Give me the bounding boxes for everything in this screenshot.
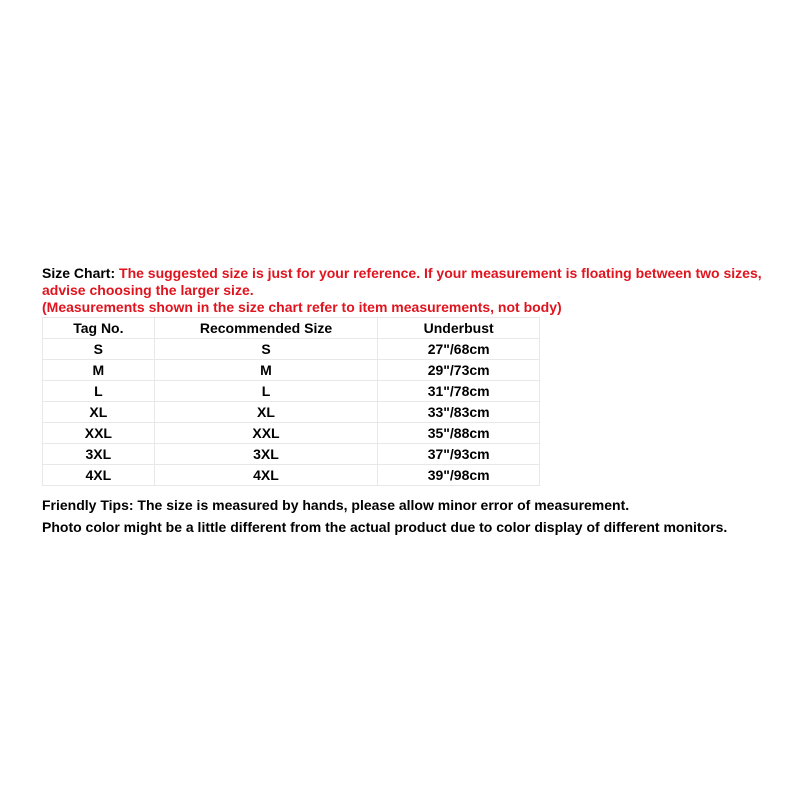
underbust-cell: 35"/88cm <box>378 423 540 444</box>
underbust-cell: 27"/68cm <box>378 339 540 360</box>
header-recommended-size: Recommended Size <box>154 318 378 339</box>
size-chart-heading <box>42 265 762 299</box>
tag-no-cell: M <box>43 360 155 381</box>
size-chart-section <box>42 265 762 538</box>
tag-no-cell: 4XL <box>43 465 155 486</box>
header-tag-no: Tag No. <box>43 318 155 339</box>
recommended-size-cell: XXL <box>154 423 378 444</box>
header-underbust: Underbust <box>378 318 540 339</box>
underbust-cell: 33"/83cm <box>378 402 540 423</box>
table-row <box>43 444 540 465</box>
tips-line-color: Photo color might be a little different from the actual product due to color display of different monitors. <box>42 519 728 535</box>
underbust-cell: 31"/78cm <box>378 381 540 402</box>
table-row <box>43 360 540 381</box>
tips-line-measurement: Friendly Tips: The size is measured by hands, please allow minor error of measurement. <box>42 497 630 513</box>
underbust-cell: 39"/98cm <box>378 465 540 486</box>
table-row <box>43 465 540 486</box>
tag-no-cell: S <box>43 339 155 360</box>
size-table <box>42 317 540 486</box>
tag-no-cell: XXL <box>43 423 155 444</box>
table-row <box>43 381 540 402</box>
size-chart-advice: The suggested size is just for your reference. If your measurement is floating between two sizes, advise choosing the larger size. <box>42 265 762 298</box>
tag-no-cell: 3XL <box>43 444 155 465</box>
table-row <box>43 423 540 444</box>
measurement-note: (Measurements shown in the size chart refer to item measurements, not body) <box>42 299 562 315</box>
tag-no-cell: XL <box>43 402 155 423</box>
recommended-size-cell: 3XL <box>154 444 378 465</box>
recommended-size-cell: S <box>154 339 378 360</box>
recommended-size-cell: M <box>154 360 378 381</box>
table-row <box>43 339 540 360</box>
friendly-tips <box>42 494 762 538</box>
table-header-row <box>43 318 540 339</box>
recommended-size-cell: 4XL <box>154 465 378 486</box>
underbust-cell: 29"/73cm <box>378 360 540 381</box>
tag-no-cell: L <box>43 381 155 402</box>
recommended-size-cell: XL <box>154 402 378 423</box>
size-chart-label: Size Chart: <box>42 265 116 281</box>
underbust-cell: 37"/93cm <box>378 444 540 465</box>
recommended-size-cell: L <box>154 381 378 402</box>
table-row <box>43 402 540 423</box>
